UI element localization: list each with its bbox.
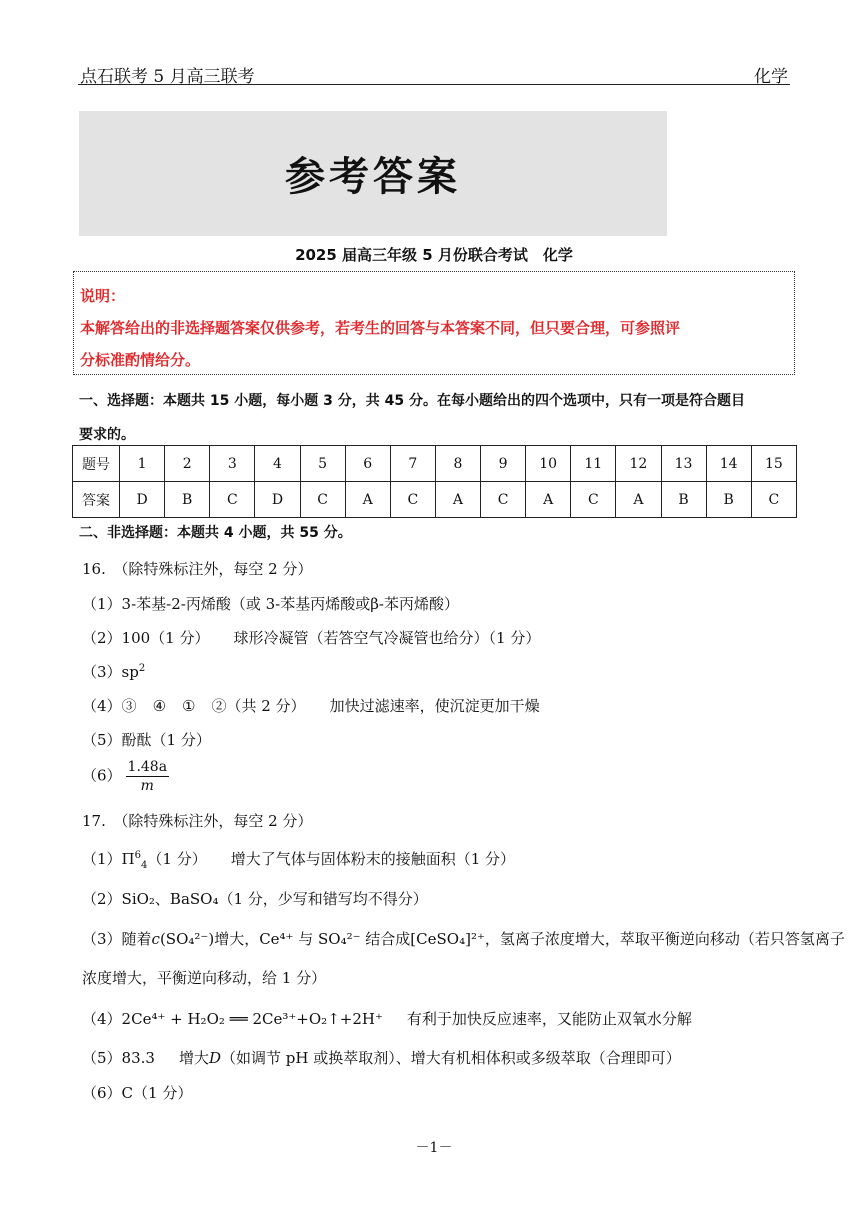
answer-cell: C bbox=[210, 482, 255, 518]
question-number: 10 bbox=[526, 446, 571, 482]
header-left-text: 点石联考 5 月高三联考 bbox=[80, 67, 255, 87]
q16-answer-4-step: ②（共 2 分） bbox=[211, 697, 306, 715]
q16-answer-3-sup: 2 bbox=[138, 663, 146, 674]
question-number: 11 bbox=[571, 446, 616, 482]
q17-answer-5 bbox=[82, 1047, 681, 1068]
q16-answer-3 bbox=[82, 661, 145, 682]
question-number: 15 bbox=[751, 446, 796, 482]
fraction-numerator: 1.48a bbox=[127, 759, 168, 775]
table-row-numbers bbox=[73, 446, 797, 482]
q17-answer-4-text: 有利于加快反应速率，又能防止双氧水分解 bbox=[406, 1010, 692, 1028]
q17-answer-5-prefix: （5）83.3 bbox=[82, 1049, 155, 1067]
row-label-answer: 答案 bbox=[73, 482, 120, 518]
q17-answer-5-text-2: （如调节 pH 或换萃取剂）、增大有机相体积或多级萃取（合理即可） bbox=[221, 1049, 681, 1067]
question-number: 3 bbox=[210, 446, 255, 482]
section-1-line-2: 要求的。 bbox=[79, 427, 135, 443]
q16-title: 16. （除特殊标注外，每空 2 分） bbox=[82, 560, 313, 578]
q16-answer-3-prefix: （3） bbox=[82, 663, 122, 681]
q16-answer-5: （5）酚酞（1 分） bbox=[82, 731, 211, 749]
reaction-equation: 2Ce⁴⁺ + H₂O₂ ══ 2Ce³⁺+O₂↑+2H⁺ bbox=[121, 1010, 383, 1028]
answer-cell: B bbox=[661, 482, 706, 518]
question-number: 7 bbox=[390, 446, 435, 482]
answer-cell: C bbox=[751, 482, 796, 518]
q17-answer-1 bbox=[82, 848, 515, 871]
q17-answer-1-score: （1 分） bbox=[147, 850, 207, 868]
sulfate-ion: (SO₄²⁻) bbox=[159, 930, 215, 948]
q17-answer-4-prefix: （4） bbox=[82, 1010, 122, 1028]
q16-answer-1: （1）3-苯基-2-丙烯酸（或 3-苯基丙烯酸或β-苯丙烯酸） bbox=[82, 595, 459, 613]
q17-answer-2: （2）SiO₂、BaSO₄（1 分，少写和错写均不得分） bbox=[82, 890, 428, 908]
pi-bond-electrons: 6 bbox=[134, 850, 142, 861]
q16-answer-2-part-1: （2）100（1 分） bbox=[82, 629, 210, 647]
q16-answer-2 bbox=[82, 627, 540, 648]
q17-answer-3-line-1 bbox=[82, 928, 845, 949]
question-number: 14 bbox=[706, 446, 751, 482]
answer-cell: C bbox=[390, 482, 435, 518]
answer-cell: A bbox=[435, 482, 480, 518]
note-line-1: 本解答给出的非选择题答案仅供参考，若考生的回答与本答案不同，但只要合理，可参照评 bbox=[80, 319, 681, 337]
q17-answer-3-part-2: 增大，Ce⁴⁺ 与 SO₄²⁻ 结合成 bbox=[214, 930, 411, 948]
q16-answer-4-step: ③ bbox=[121, 697, 137, 715]
q16-answer-6 bbox=[82, 758, 169, 795]
answer-cell: A bbox=[616, 482, 661, 518]
question-number: 9 bbox=[481, 446, 526, 482]
q16-answer-4 bbox=[82, 695, 540, 716]
q16-answer-4-text: 加快过滤速率，使沉淀更加干燥 bbox=[329, 697, 540, 715]
pi-bond-symbol: Π bbox=[121, 850, 135, 868]
q17-answer-1-text: 增大了气体与固体粉末的接触面积（1 分） bbox=[230, 850, 516, 868]
question-number: 4 bbox=[255, 446, 300, 482]
q16-answer-6-fraction bbox=[126, 758, 170, 795]
answer-cell: A bbox=[526, 482, 571, 518]
section-1-line-1: 一、选择题：本题共 15 小题，每小题 3 分，共 45 分。在每小题给出的四个选项中，只有一项是符合题目 bbox=[79, 393, 745, 409]
page-number: －1－ bbox=[415, 1140, 453, 1156]
title-banner bbox=[79, 111, 667, 236]
q16-answer-3-base: sp bbox=[121, 663, 139, 681]
exam-subtitle: 2025 届高三年级 5 月份联合考试 化学 bbox=[295, 246, 573, 264]
answer-cell: C bbox=[571, 482, 616, 518]
note-heading: 说明： bbox=[80, 287, 126, 305]
answer-cell: C bbox=[300, 482, 345, 518]
answer-table bbox=[72, 445, 797, 518]
q17-answer-3-part-1: （3）随着 bbox=[82, 930, 152, 948]
q16-answer-6-prefix: （6） bbox=[82, 766, 122, 785]
answer-cell: B bbox=[706, 482, 751, 518]
section-2-heading: 二、非选择题：本题共 4 小题，共 55 分。 bbox=[79, 525, 352, 541]
cerium-sulfate-complex: [CeSO₄]²⁺ bbox=[410, 930, 485, 948]
question-number: 1 bbox=[120, 446, 165, 482]
q17-answer-1-prefix: （1） bbox=[82, 850, 122, 868]
q17-answer-3-part-3: ，氢离子浓度增大，萃取平衡逆向移动（若只答氢离子 bbox=[484, 930, 845, 948]
section-1-instructions bbox=[79, 384, 795, 452]
answer-cell: D bbox=[255, 482, 300, 518]
concentration-symbol: c bbox=[151, 930, 160, 948]
note-line-2: 分标准酌情给分。 bbox=[80, 351, 201, 369]
header-rule bbox=[78, 84, 790, 85]
answer-cell: C bbox=[481, 482, 526, 518]
q16-answer-2-part-2: 球形冷凝管（若答空气冷凝管也给分）（1 分） bbox=[233, 629, 541, 647]
answer-cell: A bbox=[345, 482, 390, 518]
answer-cell: D bbox=[120, 482, 165, 518]
q16-answer-4-step: ④ bbox=[152, 697, 167, 715]
q16-answer-4-step: ① bbox=[182, 697, 196, 715]
fraction-denominator: m bbox=[140, 778, 154, 794]
question-number: 2 bbox=[165, 446, 210, 482]
q17-answer-5-text-1: 增大 bbox=[178, 1049, 209, 1067]
distribution-ratio-symbol: D bbox=[208, 1049, 221, 1067]
page-title: 参考答案 bbox=[285, 153, 461, 200]
q17-answer-3-line-2: 浓度增大，平衡逆向移动，给 1 分） bbox=[82, 969, 327, 987]
question-number: 13 bbox=[661, 446, 706, 482]
q17-title: 17. （除特殊标注外，每空 2 分） bbox=[82, 812, 313, 830]
table-row-answers bbox=[73, 482, 797, 518]
question-number: 5 bbox=[300, 446, 345, 482]
q17-answer-4 bbox=[82, 1008, 692, 1029]
q17-answer-6: （6）C（1 分） bbox=[82, 1084, 193, 1102]
note-box bbox=[73, 271, 795, 375]
header-subject: 化学 bbox=[754, 67, 788, 87]
question-number: 6 bbox=[345, 446, 390, 482]
question-number: 12 bbox=[616, 446, 661, 482]
pi-bond-centers: 4 bbox=[141, 860, 148, 871]
question-number: 8 bbox=[435, 446, 480, 482]
answer-cell: B bbox=[165, 482, 210, 518]
row-label-number: 题号 bbox=[73, 446, 120, 482]
q16-answer-4-prefix: （4） bbox=[82, 697, 122, 715]
